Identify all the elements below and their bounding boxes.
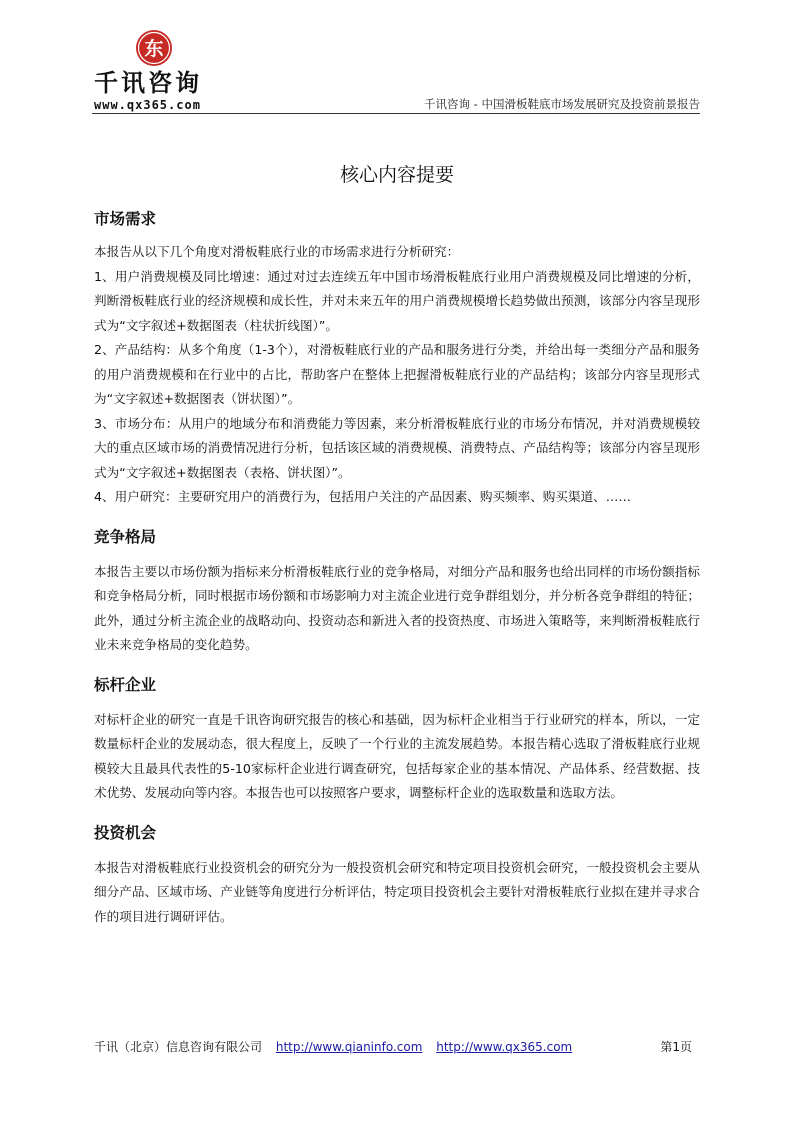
report-header-title: 千讯咨询 - 中国滑板鞋底市场发展研究及投资前景报告 (424, 97, 700, 111)
logo-company-name: 千讯咨询 (94, 69, 202, 97)
section-heading: 市场需求 (94, 210, 157, 228)
section-paragraph: 2、产品结构：从多个角度（1-3个），对滑板鞋底行业的产品和服务进行分类，并给出每一类细分产品和服务的用户消费规模和在行业中的占比，帮助客户在整体上把握滑板鞋底行业的产品结构；该部分内容呈现形式为“文字叙述+数据图表（饼状图）”。 (94, 342, 700, 406)
page-footer (94, 1038, 692, 1055)
section-market-demand (94, 206, 700, 510)
section-paragraph: 对标杆企业的研究一直是千讯咨询研究报告的核心和基础，因为标杆企业相当于行业研究的样本，所以，一定数量标杆企业的发展动态，很大程度上，反映了一个行业的主流发展趋势。本报告精心选取了滑板鞋底行业规模较大且最具代表性的5-10家标杆企业进行调查研究，包括每家企业的基本情况、产品体系、经营数据、技术优势、发展动向等内容。本报告也可以按照客户要求，调整标杆企业的选取数量和选取方法。 (94, 711, 700, 800)
section-benchmark-companies (94, 672, 700, 806)
document-body (94, 206, 700, 929)
section-competition (94, 524, 700, 658)
section-paragraph: 本报告对滑板鞋底行业投资机会的研究分为一般投资机会研究和特定项目投资机会研究，一般投资机会主要从细分产品、区域市场、产业链等角度进行分析评估，特定项目投资机会主要针对滑板鞋底行业拟在建并寻求合作的项目进行调研评估。 (94, 859, 700, 924)
company-logo (92, 28, 232, 114)
header-divider (92, 113, 700, 114)
seal-char: 东 (144, 38, 164, 60)
section-heading: 标杆企业 (94, 675, 157, 694)
section-paragraph: 1、用户消费规模及同比增速：通过对过去连续五年中国市场滑板鞋底行业用户消费规模及同比增速的分析，判断滑板鞋底行业的经济规模和成长性，并对未来五年的用户消费规模增长趋势做出预测，该部分内容呈现形式为“文字叙述+数据图表（柱状折线图）”。 (94, 268, 700, 333)
footer-link-qianinfo[interactable]: http://www.qianinfo.com (275, 1040, 423, 1054)
section-heading: 竞争格局 (94, 527, 157, 546)
document-title: 核心内容提要 (339, 164, 454, 186)
seal-logo-icon (134, 28, 174, 68)
page-number: 第1页 (660, 1040, 692, 1054)
section-paragraph: 本报告主要以市场份额为指标来分析滑板鞋底行业的竞争格局，对细分产品和服务也给出同样的市场份额指标和竞争格局分析，同时根据市场份额和市场影响力对主流企业进行竞争群组划分，并分析各竞争群组的特征；此外，通过分析主流企业的战略动向、投资动态和新进入者的投资热度、市场进入策略等，来判断滑板鞋底行业未来竞争格局的变化趋势。 (94, 563, 700, 652)
section-paragraph: 本报告从以下几个角度对滑板鞋底行业的市场需求进行分析研究： (94, 244, 460, 259)
footer-company-name: 千讯（北京）信息咨询有限公司 (94, 1040, 263, 1054)
logo-website-url: www.qx365.com (94, 98, 201, 112)
footer-link-qx365[interactable]: http://www.qx365.com (436, 1040, 573, 1054)
section-paragraph: 4、用户研究：主要研究用户的消费行为，包括用户关注的产品因素、购买频率、购买渠道、…… (94, 489, 631, 504)
section-heading: 投资机会 (94, 823, 157, 842)
section-investment-opportunities (94, 820, 700, 930)
section-paragraph: 3、市场分布：从用户的地域分布和消费能力等因素，来分析滑板鞋底行业的市场分布情况，并对消费规模较大的重点区域市场的消费情况进行分析，包括该区域的消费规模、消费特点、产品结构等；该部分内容呈现形式为“文字叙述+数据图表（表格、饼状图）”。 (94, 415, 700, 480)
